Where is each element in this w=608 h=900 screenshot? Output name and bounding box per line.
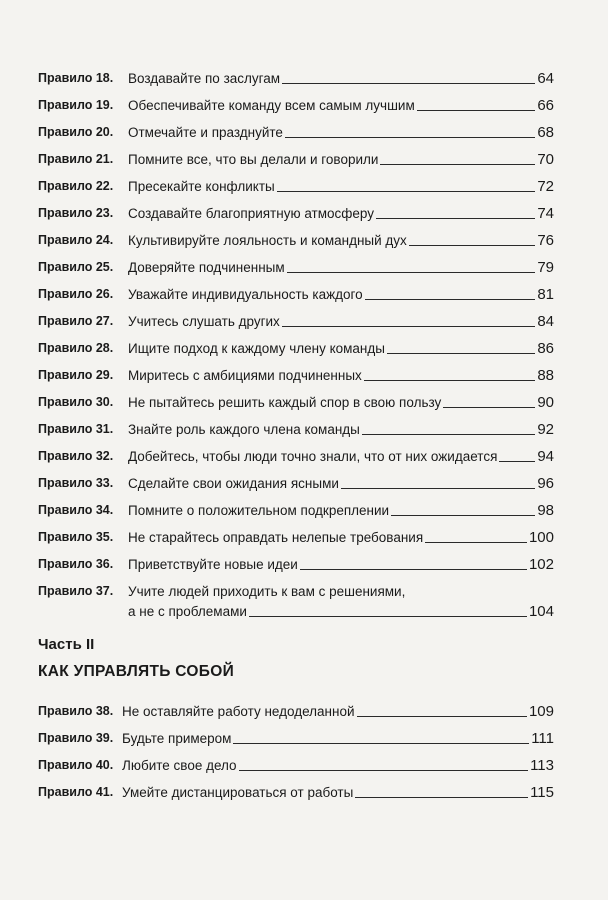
toc-entry bbox=[38, 502, 554, 519]
toc-entry bbox=[38, 286, 554, 303]
rule-number: Правило 35. bbox=[38, 530, 114, 544]
rule-number: Правило 19. bbox=[38, 98, 114, 112]
page-number: 70 bbox=[537, 151, 554, 168]
rule-number: Правило 32. bbox=[38, 449, 114, 463]
page-number: 100 bbox=[528, 529, 554, 546]
leader-line bbox=[391, 515, 535, 516]
page-number: 96 bbox=[537, 475, 554, 492]
page-number: 102 bbox=[528, 556, 554, 573]
leader-line bbox=[341, 488, 535, 489]
page-number: 104 bbox=[528, 603, 554, 620]
rule-number: Правило 26. bbox=[38, 287, 114, 301]
rule-title: Будьте примером bbox=[122, 731, 232, 746]
rule-title: Добейтесь, чтобы люди точно знали, что от них ожидается bbox=[128, 449, 498, 464]
page-number: 113 bbox=[530, 757, 554, 774]
leader-line bbox=[409, 245, 536, 246]
leader-line bbox=[287, 272, 536, 273]
leader-line bbox=[355, 797, 528, 798]
rule-number: Правило 38. bbox=[38, 704, 114, 718]
page-number: 72 bbox=[537, 178, 554, 195]
rule-title: Любите свое дело bbox=[122, 758, 237, 773]
rule-number: Правило 39. bbox=[38, 731, 114, 745]
leader-line bbox=[417, 110, 536, 111]
toc-entry bbox=[38, 529, 554, 546]
rule-title: Обеспечивайте команду всем самым лучшим bbox=[128, 98, 415, 113]
rule-title: Не оставляйте работу недоделанной bbox=[122, 704, 355, 719]
leader-line bbox=[233, 743, 529, 744]
leader-line bbox=[499, 461, 535, 462]
leader-line bbox=[443, 407, 535, 408]
leader-line bbox=[285, 137, 535, 138]
rule-title: Отмечайте и празднуйте bbox=[128, 125, 283, 140]
rule-title: Приветствуйте новые идеи bbox=[128, 557, 298, 572]
rule-number: Правило 31. bbox=[38, 422, 114, 436]
page-number: 64 bbox=[537, 70, 554, 87]
rule-title: Ищите подход к каждому члену команды bbox=[128, 341, 385, 356]
leader-line bbox=[425, 542, 527, 543]
rule-number: Правило 24. bbox=[38, 233, 114, 247]
toc-entry bbox=[38, 151, 554, 168]
rule-number: Правило 33. bbox=[38, 476, 114, 490]
toc-entry bbox=[38, 259, 554, 276]
toc-entry bbox=[38, 421, 554, 438]
toc-entry bbox=[38, 367, 554, 384]
toc-entry bbox=[38, 394, 554, 411]
rule-number: Правило 21. bbox=[38, 152, 114, 166]
page-number: 92 bbox=[537, 421, 554, 438]
page-number: 79 bbox=[537, 259, 554, 276]
rule-title: Уважайте индивидуальность каждого bbox=[128, 287, 363, 302]
toc-entry bbox=[38, 124, 554, 141]
leader-line bbox=[380, 164, 535, 165]
toc-entry bbox=[38, 70, 554, 87]
rule-number: Правило 22. bbox=[38, 179, 114, 193]
rule-title: Сделайте свои ожидания ясными bbox=[128, 476, 339, 491]
rule-number: Правило 28. bbox=[38, 341, 114, 355]
leader-line bbox=[376, 218, 535, 219]
page-number: 98 bbox=[537, 502, 554, 519]
rule-title: Знайте роль каждого члена команды bbox=[128, 422, 360, 437]
leader-line bbox=[282, 83, 535, 84]
page-number: 115 bbox=[530, 784, 554, 801]
leader-line bbox=[282, 326, 536, 327]
page-number: 84 bbox=[537, 313, 554, 330]
rule-title: Умейте дистанцироваться от работы bbox=[122, 785, 354, 800]
rule-number: Правило 25. bbox=[38, 260, 114, 274]
part-title: КАК УПРАВЛЯТЬ СОБОЙ bbox=[38, 663, 235, 680]
toc-entry bbox=[38, 556, 554, 573]
rule-number: Правило 34. bbox=[38, 503, 114, 517]
rule-title: Не старайтесь оправдать нелепые требования bbox=[128, 530, 424, 545]
rule-number: Правило 41. bbox=[38, 785, 114, 799]
leader-line bbox=[362, 434, 535, 435]
rule-number: Правило 30. bbox=[38, 395, 114, 409]
toc-entry bbox=[38, 97, 554, 114]
rule-title-line2: а не с проблемами bbox=[128, 604, 247, 619]
toc-entry bbox=[38, 340, 554, 357]
toc-entry bbox=[38, 583, 554, 620]
rule-title: Помните о положительном подкреплении bbox=[128, 503, 390, 518]
part-label: Часть II bbox=[38, 636, 95, 653]
page-number: 68 bbox=[537, 124, 554, 141]
leader-line bbox=[277, 191, 536, 192]
toc-entry bbox=[38, 757, 554, 774]
leader-line bbox=[249, 616, 527, 617]
rule-number: Правило 29. bbox=[38, 368, 114, 382]
page-number: 76 bbox=[537, 232, 554, 249]
page-number: 90 bbox=[537, 394, 554, 411]
rule-title: Помните все, что вы делали и говорили bbox=[128, 152, 379, 167]
rule-number: Правило 37. bbox=[38, 584, 114, 598]
rule-number: Правило 36. bbox=[38, 557, 114, 571]
rule-number: Правило 27. bbox=[38, 314, 114, 328]
toc-entry bbox=[38, 178, 554, 195]
page-number: 74 bbox=[537, 205, 554, 222]
rule-title: Миритесь с амбициями подчиненных bbox=[128, 368, 362, 383]
rule-title: Воздавайте по заслугам bbox=[128, 71, 281, 86]
page-number: 109 bbox=[528, 703, 554, 720]
page-number: 88 bbox=[537, 367, 554, 384]
rule-number: Правило 18. bbox=[38, 71, 114, 85]
rule-title: Культивируйте лояльность и командный дух bbox=[128, 233, 407, 248]
leader-line bbox=[364, 380, 536, 381]
toc-entry bbox=[38, 448, 554, 465]
leader-line bbox=[239, 770, 529, 771]
toc-entry bbox=[38, 475, 554, 492]
toc-entry bbox=[38, 232, 554, 249]
toc-entry bbox=[38, 205, 554, 222]
toc-entry bbox=[38, 784, 554, 801]
rule-title: Не пытайтесь решить каждый спор в свою пользу bbox=[128, 395, 442, 410]
rule-title: Пресекайте конфликты bbox=[128, 179, 275, 194]
rule-title: Создавайте благоприятную атмосферу bbox=[128, 206, 374, 221]
toc-entry bbox=[38, 313, 554, 330]
rule-number: Правило 20. bbox=[38, 125, 114, 139]
rule-title: Доверяйте подчиненным bbox=[128, 260, 285, 275]
page-number: 81 bbox=[537, 286, 554, 303]
rule-title-line1: Учите людей приходить к вам с решениями, bbox=[128, 584, 406, 599]
leader-line bbox=[357, 716, 527, 717]
toc-entry bbox=[38, 703, 554, 720]
page-number: 66 bbox=[537, 97, 554, 114]
page-number: 111 bbox=[531, 730, 554, 747]
rule-number: Правило 40. bbox=[38, 758, 114, 772]
leader-line bbox=[387, 353, 535, 354]
page-number: 86 bbox=[537, 340, 554, 357]
page-number: 94 bbox=[537, 448, 554, 465]
toc-entry bbox=[38, 730, 554, 747]
rule-number: Правило 23. bbox=[38, 206, 114, 220]
leader-line bbox=[300, 569, 527, 570]
rule-title: Учитесь слушать других bbox=[128, 314, 280, 329]
leader-line bbox=[365, 299, 536, 300]
